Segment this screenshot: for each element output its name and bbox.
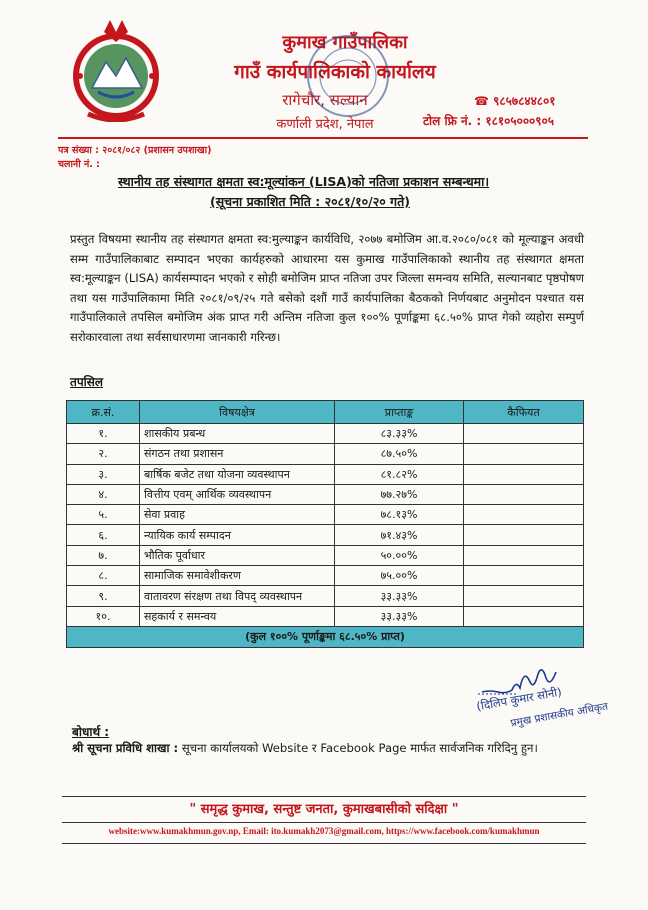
- row-score: ३३.३३%: [335, 606, 464, 626]
- office-stamp-icon: [300, 28, 396, 124]
- details-heading: तपसिल: [70, 375, 104, 389]
- letter-number: पत्र संख्या : २०८१/०८२ (प्रशासन उपशाखा): [58, 145, 212, 156]
- row-area: न्यायिक कार्य सम्पादन: [140, 525, 335, 545]
- notice-body: प्रस्तुत विषयमा स्थानीय तह संस्थागत क्षमता स्व:मुल्याङ्कन कार्यविधि, २०७७ बमोजिम आ.व.२०८०/०८१ को मूल्याङ्कन अवधी सम्म गाउँपालिकाबाट सम्पादन भएका कार्यहरुको आधारमा यस कुमाख गाउँपालिकाको स्थानीय तह संस्थागत क्षमता स्व:मूल्याङ्कन (LISA) कार्यसम्पादन भएको र सोही बमोजिम प्राप्त नतिजा उपर जिल्ला समन्वय समिति, सल्यानबाट पृष्ठपोषण तथा यस गाउँपालिकामा मिति २०८१/०९/२५ गते बसेको दशौं गाउँ कार्यपालिका बैठकको निर्णयबाट अनुमोदन पश्चात यस गाउँपालिकाले तपसिल बमोजिम अंक प्राप्त गरी अन्तिम नतिजा कुल १००% पूर्णाङ्कमा ६८.५०% प्राप्त गेको व्यहोरा सम्पुर्ण सरोकारवाला तथा सर्वसाधारणमा जानकारी गरिन्छ।: [70, 232, 584, 344]
- footer-contact: website:www.kumakhmun.gov.np, Email: ito.kumakh2073@gmail.com, https://www.facebook.com/kumakhmun: [108, 826, 540, 836]
- row-remarks: [464, 505, 584, 525]
- row-area: सेवा प्रवाह: [140, 505, 335, 525]
- row-sn: ७.: [67, 545, 140, 565]
- table-row: [67, 606, 584, 626]
- row-score: ७८.१३%: [335, 505, 464, 525]
- row-remarks: [464, 525, 584, 545]
- subject-line: स्थानीय तह संस्थागत क्षमता स्व:मूल्यांकन (LISA)को नतिजा प्रकाशन सम्बन्धमा।: [118, 174, 490, 189]
- table-total-row: [67, 626, 584, 647]
- row-score: ८७.५०%: [335, 444, 464, 464]
- table-header-row: [67, 401, 584, 424]
- total-score: (कुल १००% पूर्णाङ्कमा ६८.५०% प्राप्त): [67, 626, 584, 647]
- footer-slogan: " समृद्ध कुमाख, सन्तुष्ट जनता, कुमाखबासीको सदिक्षा ": [189, 802, 459, 817]
- footer-divider: [62, 822, 586, 823]
- row-area: भौतिक पूर्वाधार: [140, 545, 335, 565]
- row-score: ५०.००%: [335, 545, 464, 565]
- table-row: [67, 505, 584, 525]
- row-sn: ३.: [67, 464, 140, 484]
- row-remarks: [464, 545, 584, 565]
- signatory-name: (दिलिप कुमार सोनी): [475, 684, 563, 714]
- row-sn: २.: [67, 444, 140, 464]
- column-header-remarks: कैफियत: [464, 401, 584, 424]
- row-sn: १.: [67, 424, 140, 444]
- footer-divider: [62, 796, 586, 797]
- table-row: [67, 464, 584, 484]
- table-row: [67, 566, 584, 586]
- row-area: वातावरण संरक्षण तथा विपद् व्यवस्थापन: [140, 586, 335, 606]
- dispatch-number: चलानी नं. :: [58, 159, 100, 170]
- cc-heading: बोधार्थ :: [72, 725, 110, 739]
- row-remarks: [464, 444, 584, 464]
- row-score: ८१.८२%: [335, 464, 464, 484]
- office-location: रागेचौर, सल्यान: [282, 91, 368, 109]
- row-remarks: [464, 586, 584, 606]
- row-area: सहकार्य र समन्वय: [140, 606, 335, 626]
- column-header-sn: क्र.सं.: [67, 401, 140, 424]
- cc-text: सूचना कार्यालयको Website र Facebook Page मार्फत सार्वजनिक गरिदिनु हुन।: [178, 741, 538, 755]
- row-area: बार्षिक बजेट तथा योजना व्यवस्थापन: [140, 464, 335, 484]
- office-title: गाउँ कार्यपालिकाको कार्यालय: [234, 61, 436, 83]
- office-province: कर्णाली प्रदेश, नेपाल: [276, 117, 374, 132]
- office-name: कुमाख गाउँपालिका: [282, 32, 408, 53]
- row-sn: ४.: [67, 484, 140, 504]
- column-header-area: विषयक्षेत्र: [140, 401, 335, 424]
- row-sn: ८.: [67, 566, 140, 586]
- cc-note: [72, 741, 538, 756]
- row-remarks: [464, 566, 584, 586]
- row-score: ७५.००%: [335, 566, 464, 586]
- row-score: ३३.३३%: [335, 586, 464, 606]
- signatory-title: प्रमुख प्रशासकीय अधिकृत: [509, 700, 609, 730]
- row-score: ८३.३३%: [335, 424, 464, 444]
- cc-recipient: श्री सूचना प्रविधि शाखा :: [72, 741, 179, 755]
- nepal-emblem-icon: [68, 18, 164, 122]
- table-row: [67, 586, 584, 606]
- row-area: वित्तीय एवम् आर्थिक व्यवस्थापन: [140, 484, 335, 504]
- row-score: ७७.२७%: [335, 484, 464, 504]
- row-sn: ६.: [67, 525, 140, 545]
- row-sn: ९.: [67, 586, 140, 606]
- row-remarks: [464, 424, 584, 444]
- table-row: [67, 545, 584, 565]
- phone-number: ☎ ९८५७८४४८०१: [474, 94, 556, 108]
- row-score: ७१.४३%: [335, 525, 464, 545]
- footer-divider: [62, 843, 586, 844]
- publish-date: (सूचना प्रकाशित मिति : २०८१/१०/२० गते): [210, 194, 410, 209]
- row-sn: ५.: [67, 505, 140, 525]
- row-area: संगठन तथा प्रशासन: [140, 444, 335, 464]
- table-row: [67, 444, 584, 464]
- column-header-score: प्राप्ताङ्क: [335, 401, 464, 424]
- table-row: [67, 424, 584, 444]
- table-row: [67, 525, 584, 545]
- header-divider: [58, 137, 588, 139]
- row-area: शासकीय प्रबन्ध: [140, 424, 335, 444]
- row-sn: १०.: [67, 606, 140, 626]
- row-remarks: [464, 464, 584, 484]
- toll-free-number: टोल फ्रि नं. : १८१०५०००९०५: [423, 114, 555, 128]
- row-remarks: [464, 484, 584, 504]
- results-table: [66, 400, 584, 648]
- row-remarks: [464, 606, 584, 626]
- row-area: सामाजिक समावेशीकरण: [140, 566, 335, 586]
- table-row: [67, 484, 584, 504]
